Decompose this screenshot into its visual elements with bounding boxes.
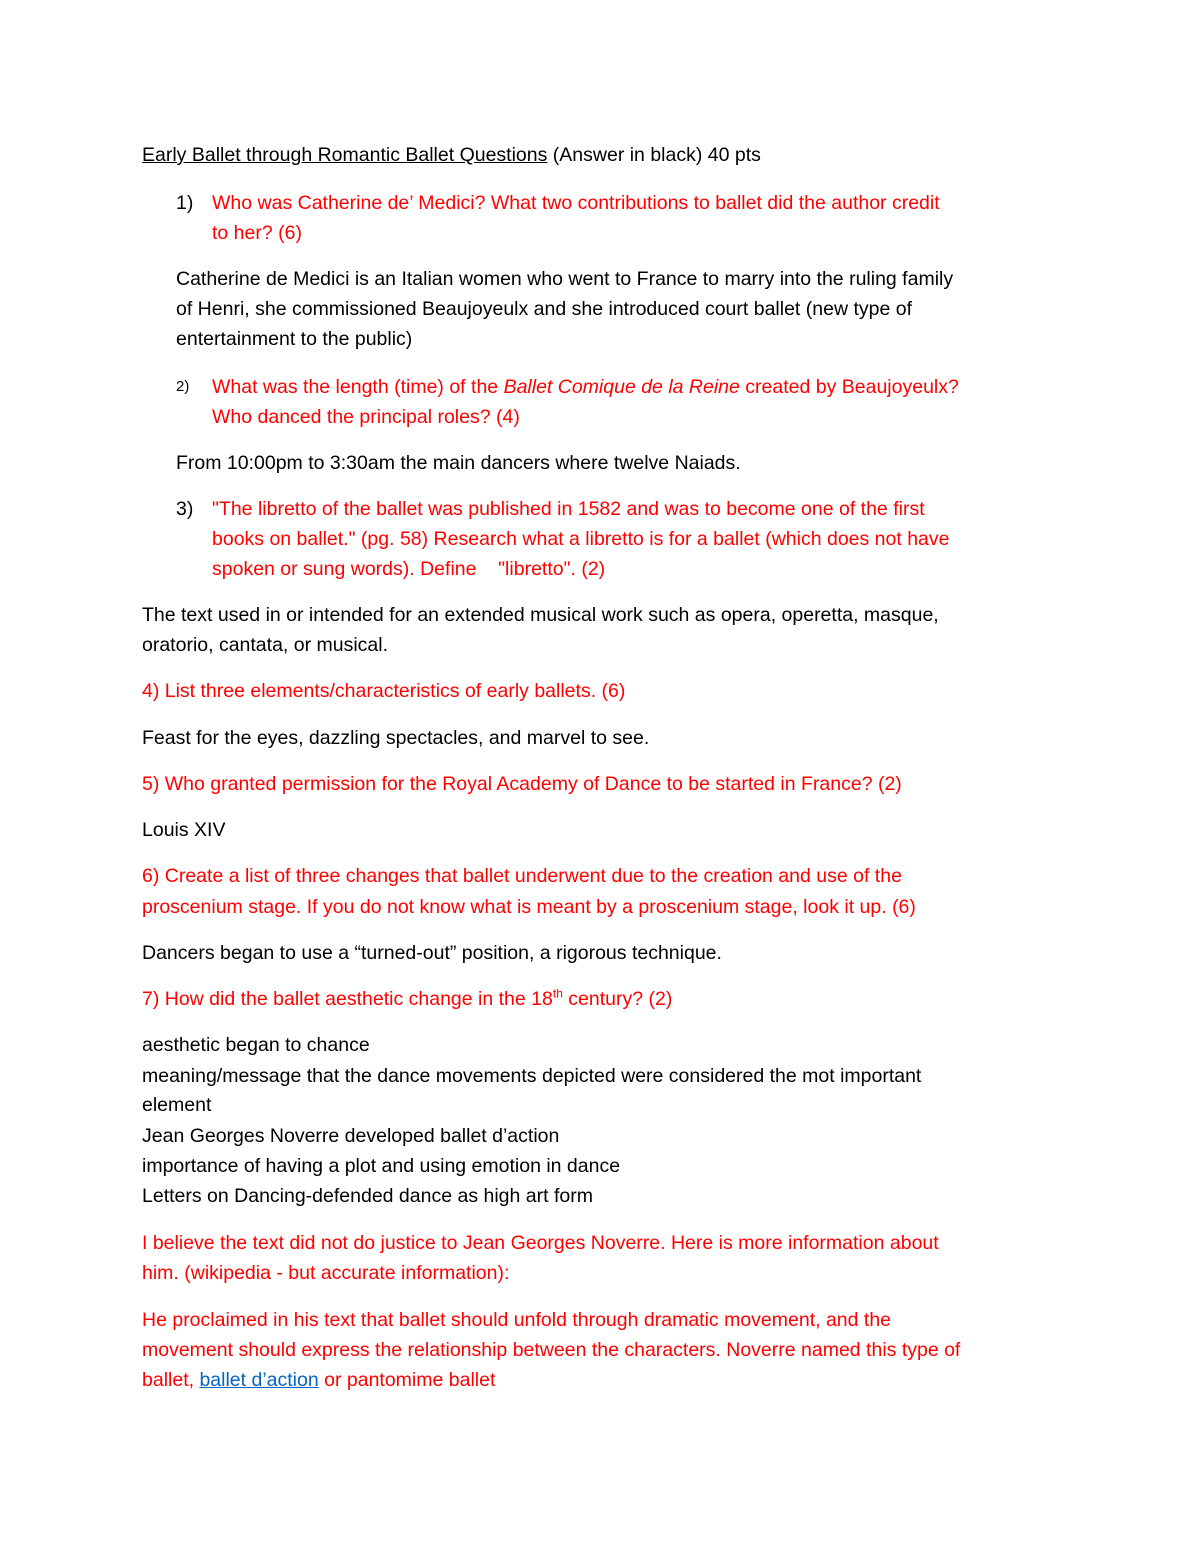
- q1-line2: to her? (6): [212, 222, 302, 244]
- a1-line1: Catherine de Medici is an Italian women who went to France to marry into the ruling family: [176, 268, 954, 290]
- note2-line1: He proclaimed in his text that ballet should unfold through dramatic movement, and the: [142, 1309, 892, 1331]
- a7-line2: meaning/message that the dance movements depicted were considered the mot important: [142, 1065, 922, 1087]
- note2-line3-post: or pantomime ballet: [318, 1369, 496, 1391]
- q7-superscript: th: [552, 986, 563, 1001]
- q6-line2: proscenium stage. If you do not know what is meant by a proscenium stage, look it up. (6): [142, 896, 916, 918]
- q3-number: 3): [176, 498, 194, 520]
- a4-line: Feast for the eyes, dazzling spectacles, and marvel to see.: [142, 727, 650, 749]
- title-rest: (Answer in black) 40 pts: [547, 144, 761, 166]
- q3-line2: books on ballet." (pg. 58) Research what a libretto is for a ballet (which does not have: [212, 528, 950, 550]
- a7-line4: Jean Georges Noverre developed ballet d’action: [142, 1125, 560, 1147]
- q3-line1: "The libretto of the ballet was published in 1582 and was to become one of the first: [212, 498, 925, 520]
- a1-line3: entertainment to the public): [176, 328, 413, 350]
- q7-post: century? (2): [562, 988, 673, 1010]
- title-underlined: Early Ballet through Romantic Ballet Questions: [142, 144, 548, 166]
- q2-line1-post: created by Beaujoyeulx?: [739, 376, 959, 398]
- note2-line3-pre: ballet,: [142, 1369, 200, 1391]
- note2-line2: movement should express the relationship between the characters. Noverre named this type of: [142, 1339, 961, 1361]
- q5-line: 5) Who granted permission for the Royal Academy of Dance to be started in France? (2): [142, 773, 902, 795]
- a6-line: Dancers began to use a “turned-out” position, a rigorous technique.: [142, 942, 722, 964]
- q1-line1: Who was Catherine de’ Medici? What two contributions to ballet did the author credit: [212, 192, 940, 214]
- q2-number: 2): [176, 378, 190, 395]
- a7-line5: importance of having a plot and using emotion in dance: [142, 1155, 621, 1177]
- a7-line3: element: [142, 1094, 212, 1116]
- a2-line: From 10:00pm to 3:30am the main dancers where twelve Naiads.: [176, 452, 741, 474]
- a7-line1: aesthetic began to chance: [142, 1034, 370, 1056]
- note1-line1: I believe the text did not do justice to Jean Georges Noverre. Here is more information about: [142, 1232, 939, 1254]
- q6-line1: 6) Create a list of three changes that ballet underwent due to the creation and use of the: [142, 865, 902, 887]
- q2-line2: Who danced the principal roles? (4): [212, 406, 520, 428]
- q2-ballet-title: Ballet Comique de la Reine: [503, 376, 740, 398]
- q3-line3: spoken or sung words). Define "libretto". (2): [212, 558, 606, 580]
- a5-line: Louis XIV: [142, 819, 226, 841]
- q7-pre: 7) How did the ballet aesthetic change in the 18: [142, 988, 553, 1010]
- a7-line6: Letters on Dancing-defended dance as high art form: [142, 1185, 593, 1207]
- document-title: [142, 144, 761, 167]
- note1-line2: him. (wikipedia - but accurate information):: [142, 1262, 510, 1284]
- q4-line: 4) List three elements/characteristics of early ballets. (6): [142, 680, 626, 702]
- q1-number: 1): [176, 192, 194, 214]
- q2-line1: [212, 376, 959, 399]
- q2-line1-pre: What was the length (time) of the: [212, 376, 504, 398]
- a1-line2: of Henri, she commissioned Beaujoyeulx and she introduced court ballet (new type of: [176, 298, 912, 320]
- note2-line3: [142, 1369, 495, 1392]
- q7-line: [142, 988, 672, 1011]
- a3-line1: The text used in or intended for an extended musical work such as opera, operetta, masque,: [142, 604, 939, 626]
- ballet-daction-link[interactable]: ballet d’action: [199, 1369, 319, 1391]
- a3-line2: oratorio, cantata, or musical.: [142, 634, 389, 656]
